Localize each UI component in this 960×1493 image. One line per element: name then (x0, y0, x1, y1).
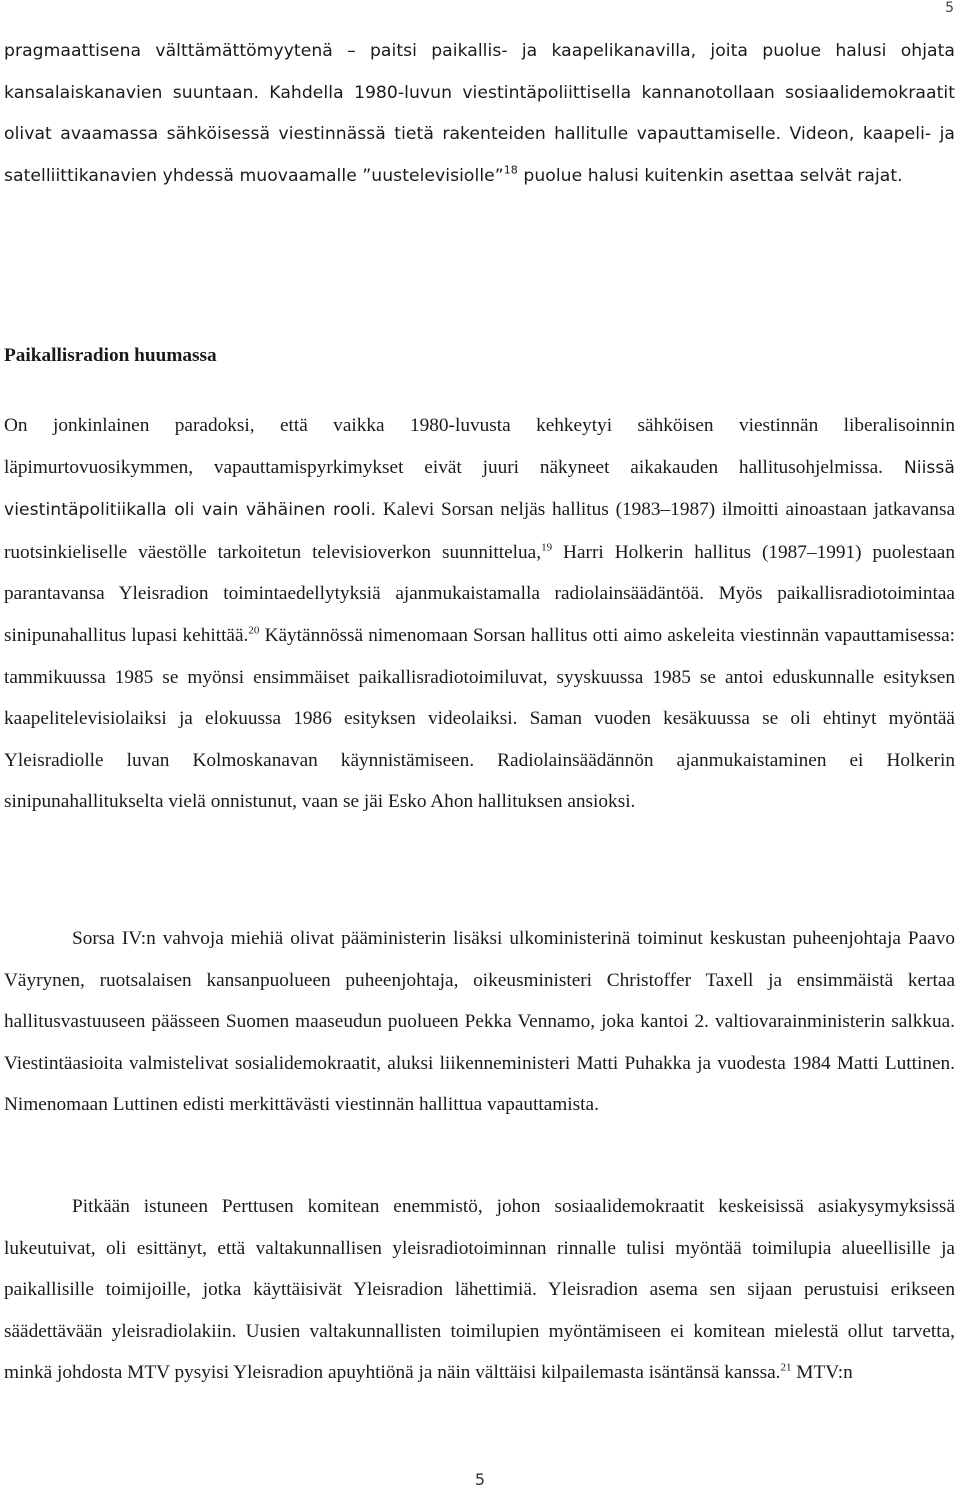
p1-sentence-b: Niissä viestintäpolitiikalla oli vain vähäinen rooli. (4, 457, 955, 521)
opening-paragraph (4, 31, 955, 197)
footnote-ref-18: 18 (503, 163, 518, 177)
p1-sentence-f: Käytännössä nimenomaan Sorsan hallitus otti aimo askeleita viestinnän vapauttamisessa: tammikuussa 1985 se myönsi ensimmäiset paikallisradiotoimiluvat, syyskuussa 1985 se antoi eduskunnalle esityksen kaapelitelevisiolaiksi ja elokuussa 1986 esityksen videolaiksi. Saman vuoden kesäkuussa se oli ehtinyt myöntää Yleisradiolle luvan Kolmoskanavan käynnistämiseen. (4, 624, 955, 771)
p2-sentence-b: Viestintäasioita valmistelivat sosialidemokraatit, aluksi liikenneministeri Matti Puhakka ja vuodesta 1984 Matti Luttinen. Nimenomaan Luttinen edisti merkittävästi viestinnän hallittua vapauttamista. (4, 1052, 955, 1116)
opening-sentence-2: Videon, kaapeli- ja satelliittikanavien yhdessä muovaamalle ”uustelevisiolle” (4, 124, 955, 186)
section-heading (4, 345, 955, 367)
paragraph-1-text (4, 405, 955, 823)
paragraph-3 (4, 1186, 955, 1394)
p3-sentence-a: Pitkään istuneen Perttusen komitean enemmistö, johon sosiaalidemokraatit keskeisissä asiakysymyksissä lukeutuivat, oli esittänyt, että valtakunnallisen yleisradiotoiminnan rinnalle tulisi myöntää toimilupia alueellisille ja paikallisille toimijoille, jotka käyttäisivät Yleisradion lähettimiä. (4, 1196, 955, 1301)
page-number-bottom: 5 (474, 1470, 486, 1489)
footnote-ref-21: 21 (780, 1361, 792, 1374)
page-number-top: 5 (945, 0, 954, 16)
p1-sentence-d: Harri Holkerin hallitus (1987–1991) puolestaan parantavansa Yleisradion toimintaedellytyksiä ajanmukaistamalla radiolainsäädäntöä. (4, 541, 955, 605)
p3-sentence-c: MTV:n (796, 1362, 853, 1384)
paragraph-1 (4, 405, 955, 823)
opening-sentence-1: pragmaattisena välttämättömyytenä – paitsi paikallis- ja kaapelikanavilla, joita puolue halusi ohjata kansalaiskanavien suuntaan. Kahdella 1980-luvun viestintäpoliittisella kannanotollaan sosiaalidemokraatit olivat avaamassa sähköisessä viestinnässä tietä rakenteiden hallitulle vapauttamiselle. (4, 41, 955, 145)
p1-sentence-g: Radiolainsäädännön ajanmukaistaminen ei Holkerin sinipunahallitukselta vielä onnistunut, vaan se jäi Esko Ahon hallituksen ansioksi. (4, 749, 955, 813)
p1-sentence-c: Kalevi Sorsan neljäs hallitus (1983–1987) ilmoitti ainoastaan jatkavansa ruotsinkieliselle väestölle tarkoitetun televisioverkon suunnittelua, (4, 499, 956, 563)
footnote-ref-20: 20 (248, 624, 260, 637)
p3-sentence-b: Yleisradion asema sen sijaan perustuisi erikseen säädettävään yleisradiolakiin. Uusien valtakunnallisten toimilupien myöntämiseen ei komitean mielestä ollut tarvetta, minkä johdosta MTV pysyisi Yleisradion apuyhtiönä ja näin välttäisi kilpailemasta isäntänsä kanssa. (4, 1279, 956, 1384)
p1-sentence-e: Myös paikallisradiotoimintaa sinipunahallitus lupasi kehittää. (4, 583, 955, 646)
p1-sentence-a: On jonkinlainen paradoksi, että vaikka 1980-luvusta kehkeytyi sähköisen viestinnän liberalisoinnin läpimurtovuosikymmen, vapauttamispyrkimykset eivät juuri näkyneet aikakauden hallitusohjelmissa. (4, 415, 955, 478)
p2-sentence-a: Sorsa IV:n vahvoja miehiä olivat pääministerin lisäksi ulkoministerinä toiminut keskustan puheenjohtaja Paavo Väyrynen, ruotsalaisen kansanpuolueen puheenjohtaja, oikeusministeri Christoffer Taxell ja ensimmäistä kertaa hallitusvastuuseen päässeen Suomen maaseudun puolueen Pekka Vennamo, joka kantoi 2. valtiovarainministerin salkkua. (4, 928, 955, 1033)
paragraph-2 (4, 918, 955, 1126)
section-title: Paikallisradion huumassa (4, 345, 217, 366)
opening-text (4, 31, 955, 197)
opening-sentence-3: puolue halusi kuitenkin asettaa selvät rajat. (523, 165, 903, 186)
paragraph-2-text (4, 918, 955, 1126)
paragraph-3-text (4, 1186, 955, 1394)
footnote-ref-19: 19 (541, 541, 553, 554)
